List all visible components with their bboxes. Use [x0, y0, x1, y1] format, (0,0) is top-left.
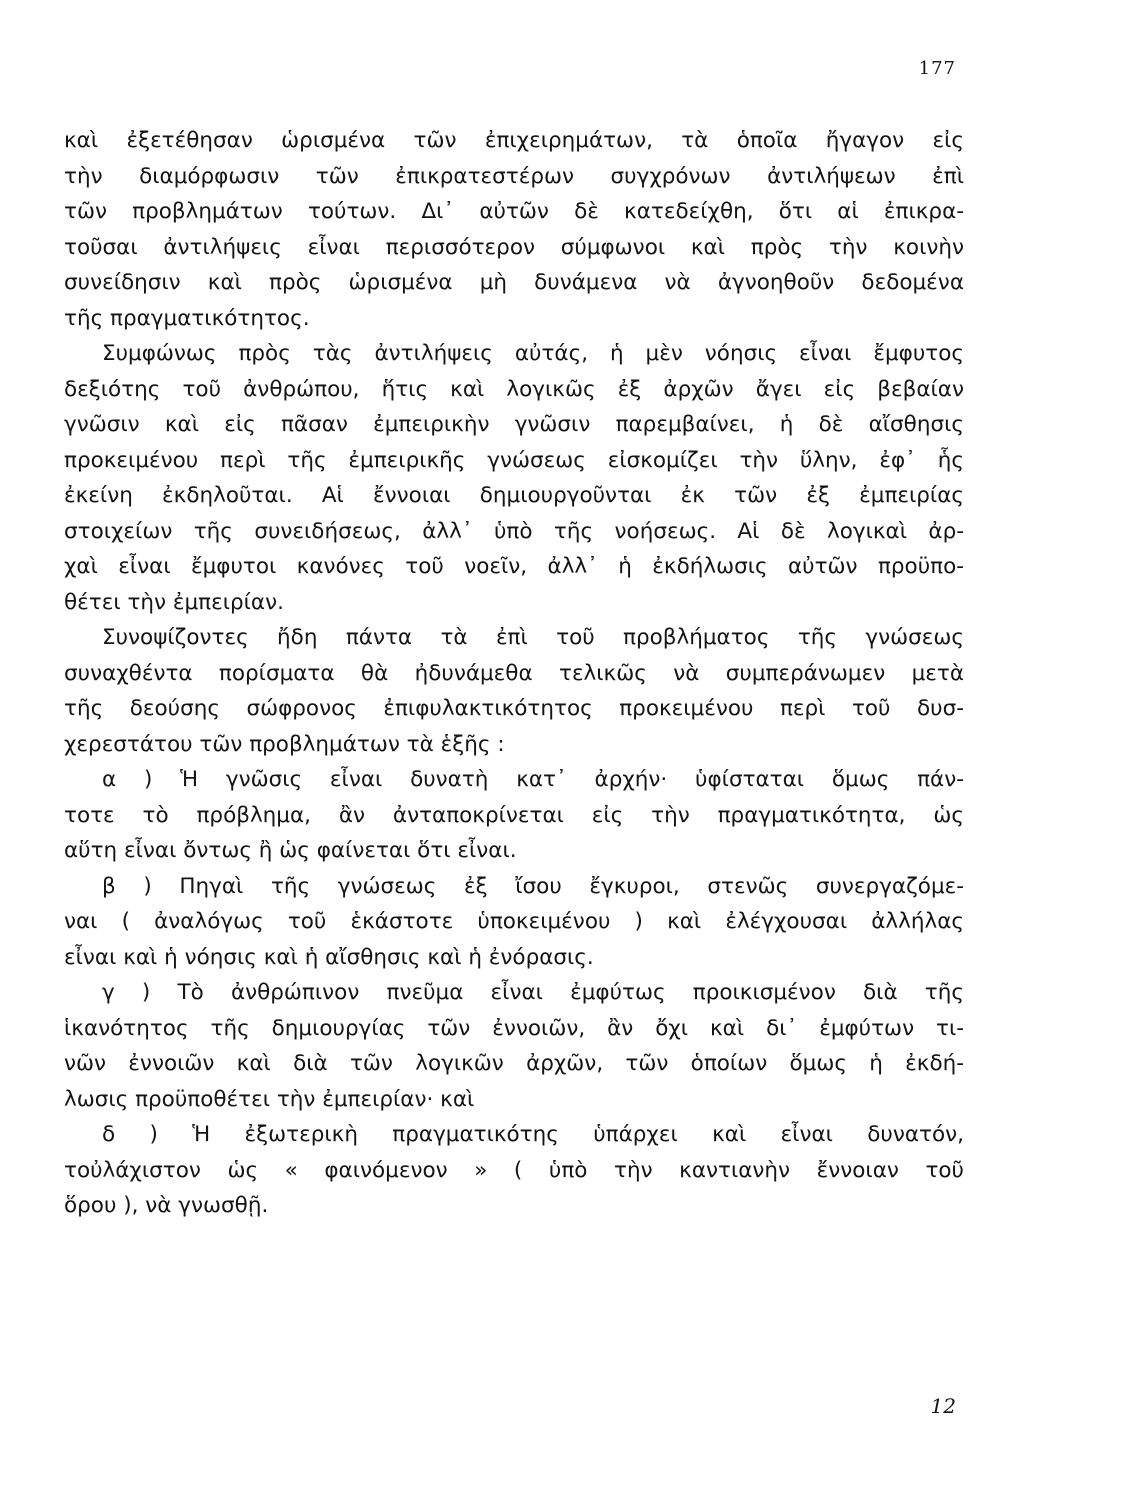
text-line: ἱκανότητος τῆς δημιουργίας τῶν ἐννοιῶν, ἂν ὄχι καὶ δι᾽ ἐμφύτων τι- [64, 1015, 964, 1041]
text-line: α ) Ἡ γνῶσις εἶναι δυνατὴ κατ᾽ ἀρχήν· ὑφίσταται ὅμως πάν- [102, 767, 964, 792]
text-line: τοτε τὸ πρόβλημα, ἂν ἀνταποκρίνεται εἰς τὴν πραγματικότητα, ὡς [64, 802, 964, 828]
text-line: καὶ ἐξετέθησαν ὡρισμένα τῶν ἐπιχειρημάτων, τὰ ὁποῖα ἤγαγον εἰς [64, 128, 964, 153]
text-line: τὴν διαμόρφωσιν τῶν ἐπικρατεστέρων συγχρόνων ἀντιλήψεων ἐπὶ [64, 163, 964, 189]
text-line: νῶν ἐννοιῶν καὶ διὰ τῶν λογικῶν ἀρχῶν, τῶν ὁποίων ὅμως ἡ ἐκδή- [64, 1051, 964, 1076]
text-line: ἐκείνη ἐκδηλοῦται. Αἱ ἔννοιαι δημιουργοῦνται ἐκ τῶν ἐξ ἐμπειρίας [64, 483, 964, 508]
text-line: συναχθέντα πορίσματα θὰ ἠδυνάμεθα τελικῶς νὰ συμπεράνωμεν μετὰ [64, 660, 964, 686]
text-line: τοῦσαι ἀντιλήψεις εἶναι περισσότερον σύμφωνοι καὶ πρὸς τὴν κοινὴν [64, 234, 964, 260]
text-line: ὅρου ), νὰ γνωσθῇ. [64, 1193, 269, 1218]
text-line: χερεστάτου τῶν προβλημάτων τὰ ἑξῆς : [64, 731, 505, 757]
text-line: δεξιότης τοῦ ἀνθρώπου, ἥτις καὶ λογικῶς ἐξ ἀρχῶν ἄγει εἰς βεβαίαν [64, 376, 964, 402]
text-line: θέτει τὴν ἐμπειρίαν. [64, 589, 284, 615]
text-line: εἶναι καὶ ἡ νόησις καὶ ἡ αἴσθησις καὶ ἡ ἐνόρασις. [64, 944, 594, 970]
text-line: ναι ( ἀναλόγως τοῦ ἑκάστοτε ὑποκειμένου ) καὶ ἐλέγχουσαι ἀλλήλας [64, 909, 964, 934]
text-line: συνείδησιν καὶ πρὸς ὡρισμένα μὴ δυνάμενα νὰ ἀγνοηθοῦν δεδομένα [64, 270, 964, 295]
text-line: δ ) Ἡ ἐξωτερικὴ πραγματικότης ὑπάρχει καὶ εἶναι δυνατόν, [102, 1122, 964, 1147]
text-line: Συνοψίζοντες ἤδη πάντα τὰ ἐπὶ τοῦ προβλήματος τῆς γνώσεως [102, 625, 964, 650]
text-line: Συμφώνως πρὸς τὰς ἀντιλήψεις αὐτάς, ἡ μὲν νόησις εἶναι ἔμφυτος [102, 341, 964, 366]
text-line: τῆς δεούσης σώφρονος ἐπιφυλακτικότητος προκειμένου περὶ τοῦ δυσ- [64, 696, 964, 721]
body-text [64, 123, 964, 1224]
page-number-top: 177 [918, 58, 956, 79]
text-line: στοιχείων τῆς συνειδήσεως, ἀλλ᾽ ὑπὸ τῆς νοήσεως. Αἱ δὲ λογικαὶ ἀρ- [64, 518, 964, 544]
text-line: γ ) Τὸ ἀνθρώπινον πνεῦμα εἶναι ἐμφύτως προικισμένον διὰ τῆς [102, 980, 964, 1005]
text-line: τῶν προβλημάτων τούτων. Δι᾽ αὐτῶν δὲ κατεδείχθη, ὅτι αἱ ἐπικρα- [64, 199, 964, 224]
text-line: χαὶ εἶναι ἔμφυτοι κανόνες τοῦ νοεῖν, ἀλλ᾽ ἡ ἐκδήλωσις αὐτῶν προϋπο- [64, 554, 964, 579]
text-line: προκειμένου περὶ τῆς ἐμπειρικῆς γνώσεως εἰσκομίζει τὴν ὕλην, ἐφ᾽ ἧς [64, 447, 964, 473]
signature-number: 12 [930, 1394, 956, 1418]
text-line: τοὐλάχιστον ὡς « φαινόμενον » ( ὑπὸ τὴν καντιανὴν ἔννοιαν τοῦ [64, 1157, 964, 1183]
text-line: τῆς πραγματικότητος. [64, 305, 310, 331]
text-line: γνῶσιν καὶ εἰς πᾶσαν ἐμπειρικὴν γνῶσιν παρεμβαίνει, ἡ δὲ αἴσθησις [64, 412, 964, 437]
text-line: λωσις προϋποθέτει τὴν ἐμπειρίαν· καὶ [64, 1086, 475, 1112]
text-line: β ) Πηγαὶ τῆς γνώσεως ἐξ ἴσου ἔγκυροι, στενῶς συνεργαζόμε- [102, 873, 964, 899]
text-line: αὕτη εἶναι ὄντως ἢ ὡς φαίνεται ὅτι εἶναι. [64, 838, 517, 863]
